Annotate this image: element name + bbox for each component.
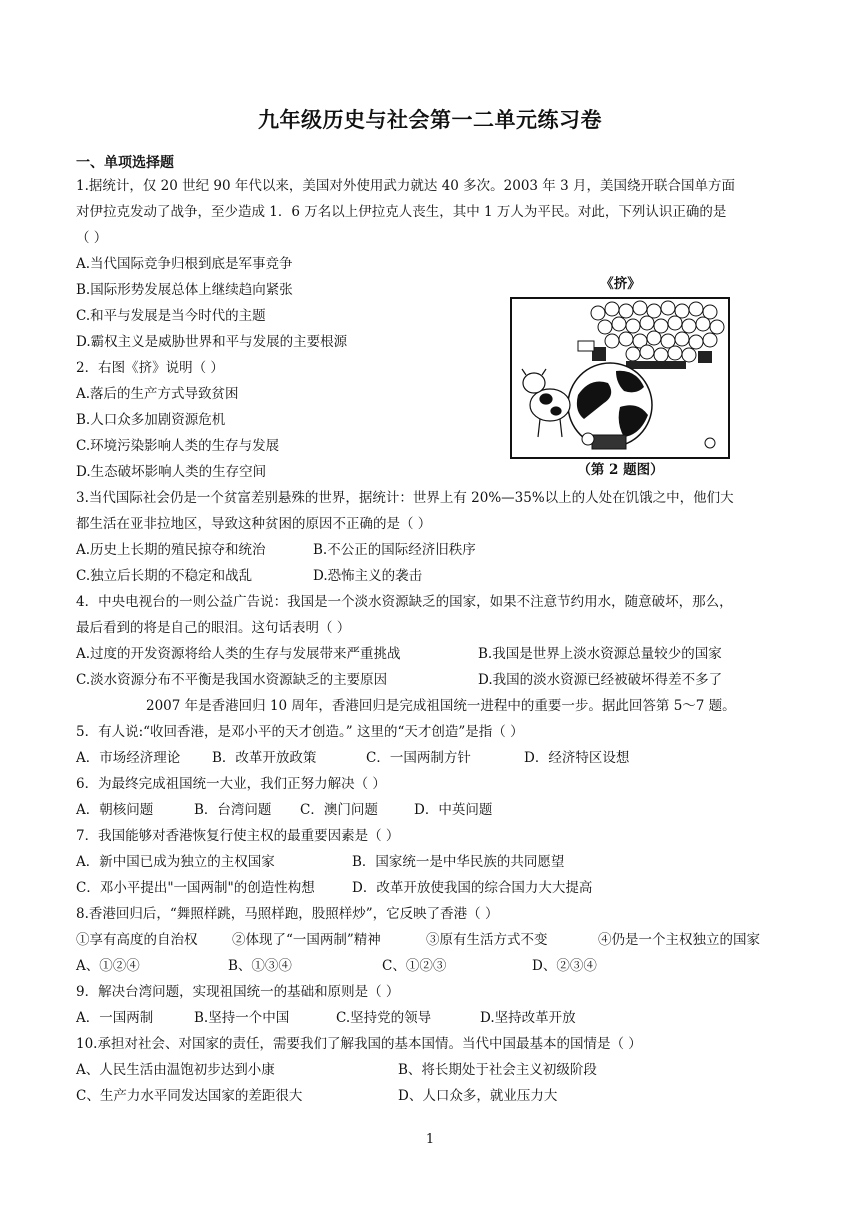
q4-option-c: C.淡水资源分布不平衡是我国水资源缺乏的主要原因 [76, 672, 388, 688]
q8-stem: 8.香港回归后，“舞照样跳，马照样跑，股照样炒”，它反映了香港（ ） [76, 906, 499, 922]
q7-option-d: D．改革开放使我国的综合国力大大提高 [352, 880, 593, 896]
page-title: 九年级历史与社会第一二单元练习卷 [258, 107, 602, 132]
q6-option-b: B．台湾问题 [194, 802, 272, 818]
page-number: 1 [425, 1132, 435, 1147]
cartoon-illustration [512, 299, 728, 457]
q1-option-d: D.霸权主义是威胁世界和平与发展的主要根源 [76, 334, 348, 350]
q1-line-2: 对伊拉克发动了战争，至少造成 1．6 万名以上伊拉克人丧生，其中 1 万人为平民。对此，下列认识正确的是 [76, 204, 727, 220]
q3-line-2: 都生活在亚非拉地区，导致这种贫困的原因不正确的是（ ） [76, 516, 432, 532]
q2-option-b: B.人口众多加剧资源危机 [76, 412, 226, 428]
q5-option-d: D．经济特区设想 [524, 750, 630, 766]
q8-option-c: C、①②③ [382, 958, 447, 974]
q6-stem: 6．为最终完成祖国统一大业，我们正努力解决（ ） [76, 776, 386, 792]
basket [578, 341, 594, 351]
q8-statement-2: ②体现了“一国两制”精神 [232, 932, 381, 948]
q4-line-1: 4．中央电视台的一则公益广告说：我国是一个淡水资源缺乏的国家，如果不注意节约用水，随意破坏，那么， [76, 594, 733, 610]
q1-line-1: 1.据统计，仅 20 世纪 90 年代以来，美国对外使用武力就达 40 多次。2003 年 3 月，美国绕开联合国单方面 [76, 178, 735, 194]
q4-option-a: A.过度的开发资源将给人类的生存与发展带来严重挑战 [76, 646, 401, 662]
q9-option-a: A．一国两制 [76, 1010, 154, 1026]
q2-option-c: C.环境污染影响人类的生存与发展 [76, 438, 280, 454]
q9-stem: 9．解决台湾问题，实现祖国统一的基础和原则是（ ） [76, 984, 400, 1000]
q7-stem: 7．我国能够对香港恢复行使主权的最重要因素是（ ） [76, 828, 400, 844]
q10-option-c: C、生产力水平同发达国家的差距很大 [76, 1088, 303, 1104]
q8-statement-3: ③原有生活方式不变 [426, 932, 548, 948]
q9-option-b: B.坚持一个中国 [194, 1010, 290, 1026]
q2-option-d: D.生态破坏影响人类的生存空间 [76, 464, 267, 480]
q8-option-a: A、①②④ [76, 958, 140, 974]
q2-stem: 2．右图《挤》说明（ ） [76, 360, 224, 376]
q5-option-b: B．改革开放政策 [212, 750, 317, 766]
q3-option-c: C.独立后长期的不稳定和战乱 [76, 568, 253, 584]
figure-caption: （第 2 题图） [577, 462, 664, 478]
q10-stem: 10.承担对社会、对国家的责任，需要我们了解我国的基本国情。当代中国最基本的国情是（ ） [76, 1036, 642, 1052]
q6-option-c: C．澳门问题 [300, 802, 378, 818]
q1-option-c: C.和平与发展是当今时代的主题 [76, 308, 266, 324]
q7-option-b: B．国家统一是中华民族的共同愿望 [352, 854, 565, 870]
q9-option-c: C.坚持党的领导 [336, 1010, 432, 1026]
q7-option-a: A．新中国已成为独立的主权国家 [76, 854, 275, 870]
q3-option-b: B.不公正的国际经济旧秩序 [313, 542, 476, 558]
q1-option-a: A.当代国际竞争归根到底是军事竞争 [76, 256, 293, 272]
q4-line-2: 最后看到的将是自己的眼泪。这句话表明（ ） [76, 620, 351, 636]
q8-option-b: B、①③④ [228, 958, 292, 974]
q10-option-b: B、将长期处于社会主义初级阶段 [398, 1062, 597, 1078]
figure-title: 《挤》 [600, 276, 641, 292]
q7-option-c: C．邓小平提出"一国两制"的创造性构想 [76, 880, 315, 896]
q8-statement-1: ①享有高度的自治权 [76, 932, 198, 948]
signature-mark [705, 438, 715, 448]
q6-option-d: D．中英问题 [414, 802, 493, 818]
q3-line-1: 3.当代国际社会仍是一个贫富差别悬殊的世界，据统计：世界上有 20%—35%以上的人处在饥饿之中，他们大 [76, 490, 734, 506]
q5-option-c: C．一国两制方针 [366, 750, 471, 766]
cow [522, 369, 570, 437]
intro-5-7: 2007 年是香港回归 10 周年，香港回归是完成祖国统一进程中的重要一步。据此回答第 5～7 题。 [146, 698, 736, 714]
q5-option-a: A．市场经济理论 [76, 750, 181, 766]
q4-option-b: B.我国是世界上淡水资源总量较少的国家 [478, 646, 722, 662]
crushed-person [582, 433, 626, 449]
cartoon-figure [508, 272, 733, 459]
q8-option-d: D、②③④ [532, 958, 597, 974]
q10-option-d: D、人口众多，就业压力大 [398, 1088, 558, 1104]
q3-option-a: A.历史上长期的殖民掠夺和统治 [76, 542, 266, 558]
q3-option-d: D.恐怖主义的袭击 [313, 568, 423, 584]
q10-option-a: A、人民生活由温饱初步达到小康 [76, 1062, 275, 1078]
q5-stem: 5．有人说:“收回香港，是邓小平的天才创造。” 这里的“天才创造”是指（ ） [76, 724, 524, 740]
q1-option-b: B.国际形势发展总体上继续趋向紧张 [76, 282, 293, 298]
cartoon-image [510, 297, 730, 459]
section-heading: 一、单项选择题 [76, 155, 174, 171]
q6-option-a: A．朝核问题 [76, 802, 154, 818]
q8-statement-4: ④仍是一个主权独立的国家 [598, 932, 760, 948]
q4-option-d: D.我国的淡水资源已经被破坏得差不多了 [478, 672, 723, 688]
q2-option-a: A.落后的生产方式导致贫困 [76, 386, 239, 402]
q9-option-d: D.坚持改革开放 [480, 1010, 576, 1026]
q1-line-3: （ ） [76, 230, 108, 246]
